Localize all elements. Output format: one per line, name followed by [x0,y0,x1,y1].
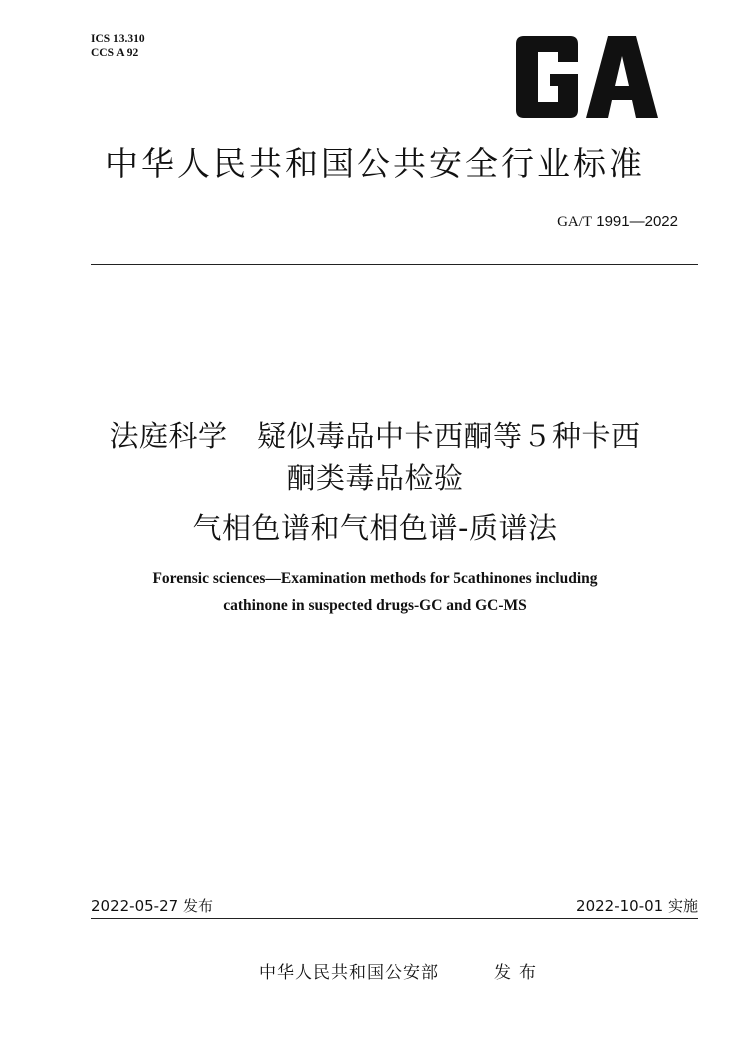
ics-code: ICS 13.310 [91,33,145,45]
classification-codes [91,32,145,60]
ga-logo [512,36,660,118]
title-en-line1: Forensic sciences—Examination methods for 5cathinones including [152,570,598,587]
title-zh-line2: 酮类毒品检验 [286,461,464,495]
ccs-code: CCS A 92 [91,47,139,59]
publisher-name: 中华人民共和国公安部 [259,963,439,983]
header-divider [91,264,698,265]
issue-date: 2022-05-27 发布 [91,897,213,915]
implementation-date: 2022-10-01 实施 [576,897,698,915]
footer-divider [91,918,698,919]
publish-label: 发布 [494,963,544,983]
title-zh-line1: 法庭科学 疑似毒品中卡西酮等５种卡西 [109,419,641,453]
standard-number [557,213,678,231]
title-en-line2: cathinone in suspected drugs-GC and GC-MS [223,597,527,614]
title-zh-line3: 气相色谱和气相色谱-质谱法 [192,511,558,545]
standard-number-suffix: 1991—2022 [596,213,678,230]
standard-number-prefix: GA/T [557,214,593,230]
organization-title: 中华人民共和国公共安全行业标准 [105,144,645,183]
ga-logo-graphic [512,36,660,118]
